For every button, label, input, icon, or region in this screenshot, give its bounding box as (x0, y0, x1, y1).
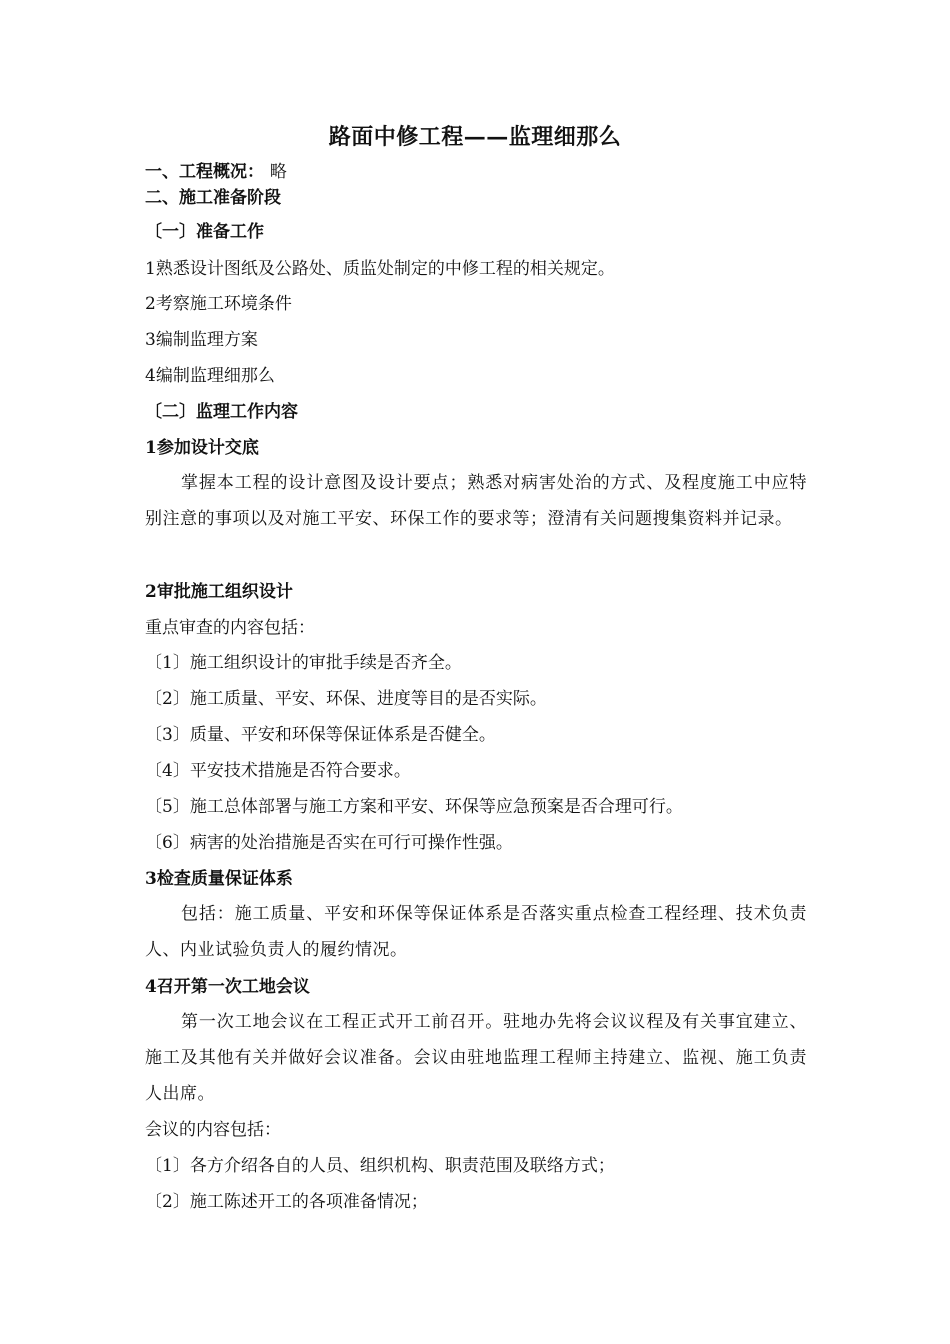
section-overview (145, 160, 287, 184)
heading-quality-system: 3检查质量保证体系 (145, 869, 293, 889)
section-preparation-heading: 二、施工准备阶段 (145, 188, 281, 208)
meeting-intro: 会议的内容包括： (145, 1120, 281, 1140)
list-item: 3编制监理方案 (145, 330, 258, 350)
list-item: 〔1〕施工组织设计的审批手续是否齐全。 (145, 653, 462, 673)
section-overview-label: 一、工程概况： (145, 162, 264, 182)
list-item: 〔1〕各方介绍各自的人员、组织机构、职责范围及联络方式； (145, 1156, 615, 1176)
list-item: 2考察施工环境条件 (145, 294, 292, 314)
list-item: 1熟悉设计图纸及公路处、质监处制定的中修工程的相关规定。 (145, 259, 615, 279)
paragraph-first-meeting: 第一次工地会议在工程正式开工前召开。驻地办先将会议议程及有关事宜建立、施工及其他有关并做好会议准备。会议由驻地监理工程师主持建立、监视、施工负责人出席。 (145, 1012, 807, 1104)
list-item: 〔5〕施工总体部署与施工方案和平安、环保等应急预案是否合理可行。 (145, 797, 683, 817)
heading-construction-plan: 2审批施工组织设计 (145, 582, 293, 602)
list-item: 〔3〕质量、平安和环保等保证体系是否健全。 (145, 725, 496, 745)
list-item: 4编制监理细那么 (145, 366, 275, 386)
subsection-preparation-work: 〔一〕准备工作 (145, 222, 264, 242)
list-item: 〔4〕平安技术措施是否符合要求。 (145, 761, 411, 781)
section-overview-value: 略 (269, 162, 287, 182)
heading-first-meeting: 4召开第一次工地会议 (145, 977, 310, 997)
paragraph-quality-system: 包括：施工质量、平安和环保等保证体系是否落实重点检查工程经理、技术负责人、内业试验负责人的履约情况。 (145, 904, 807, 960)
subsection-supervision-content: 〔二〕监理工作内容 (145, 402, 298, 422)
list-item: 〔2〕施工质量、平安、环保、进度等目的是否实际。 (145, 689, 547, 709)
list-item: 〔2〕施工陈述开工的各项准备情况； (145, 1192, 428, 1212)
document-title: 路面中修工程——监理细那么 (328, 124, 622, 150)
review-intro: 重点审查的内容包括： (145, 618, 315, 638)
heading-design-briefing: 1参加设计交底 (145, 438, 259, 458)
list-item: 〔6〕病害的处治措施是否实在可行可操作性强。 (145, 833, 513, 853)
paragraph-design-briefing: 掌握本工程的设计意图及设计要点；熟悉对病害处治的方式、及程度施工中应特别注意的事项以及对施工平安、环保工作的要求等；澄清有关问题搜集资料并记录。 (145, 473, 807, 529)
